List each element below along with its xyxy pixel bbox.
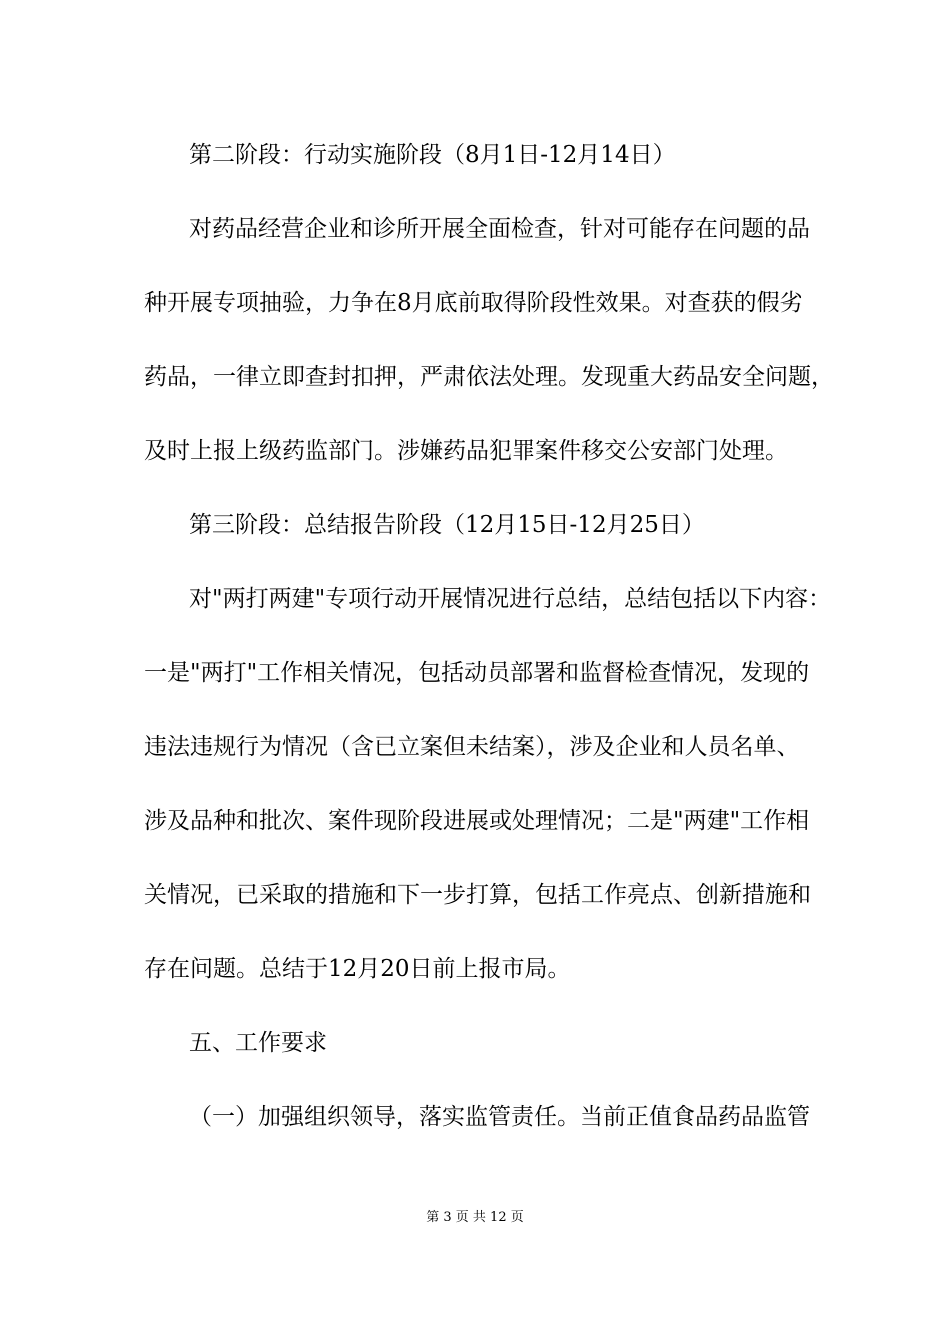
paragraph-line: 关情况，已采取的措施和下一步打算，包括工作亮点、创新措施和 bbox=[144, 882, 811, 908]
paragraph-line: 药品，一律立即查封扣押，严肃依法处理。发现重大药品安全问题， bbox=[144, 364, 834, 390]
paragraph-line: 对"两打两建"专项行动开展情况进行总结，总结包括以下内容： bbox=[189, 586, 832, 612]
page-footer: 第 3 页 共 12 页 bbox=[426, 1210, 524, 1225]
paragraph-line: 及时上报上级药监部门。涉嫌药品犯罪案件移交公安部门处理。 bbox=[144, 438, 788, 464]
paragraph-line: 违法违规行为情况（含已立案但未结案），涉及企业和人员名单、 bbox=[144, 734, 800, 760]
paragraph-line: 种开展专项抽验，力争在8月底前取得阶段性效果。对查获的假劣 bbox=[144, 290, 803, 316]
paragraph-line: 对药品经营企业和诊所开展全面检查，针对可能存在问题的品 bbox=[189, 216, 810, 242]
section-five-heading: 五、工作要求 bbox=[189, 1030, 327, 1056]
stage-three-heading: 第三阶段：总结报告阶段（12月15日-12月25日） bbox=[189, 512, 705, 538]
paragraph-line: 涉及品种和批次、案件现阶段进展或处理情况；二是"两建"工作相 bbox=[144, 808, 810, 834]
stage-two-heading: 第二阶段：行动实施阶段（8月1日-12月14日） bbox=[189, 142, 676, 168]
paragraph-line: 一是"两打"工作相关情况，包括动员部署和监督检查情况，发现的 bbox=[144, 660, 810, 686]
paragraph-line: （一）加强组织领导，落实监管责任。当前正值食品药品监管 bbox=[189, 1104, 810, 1130]
paragraph-line: 存在问题。总结于12月20日前上报市局。 bbox=[144, 956, 571, 982]
